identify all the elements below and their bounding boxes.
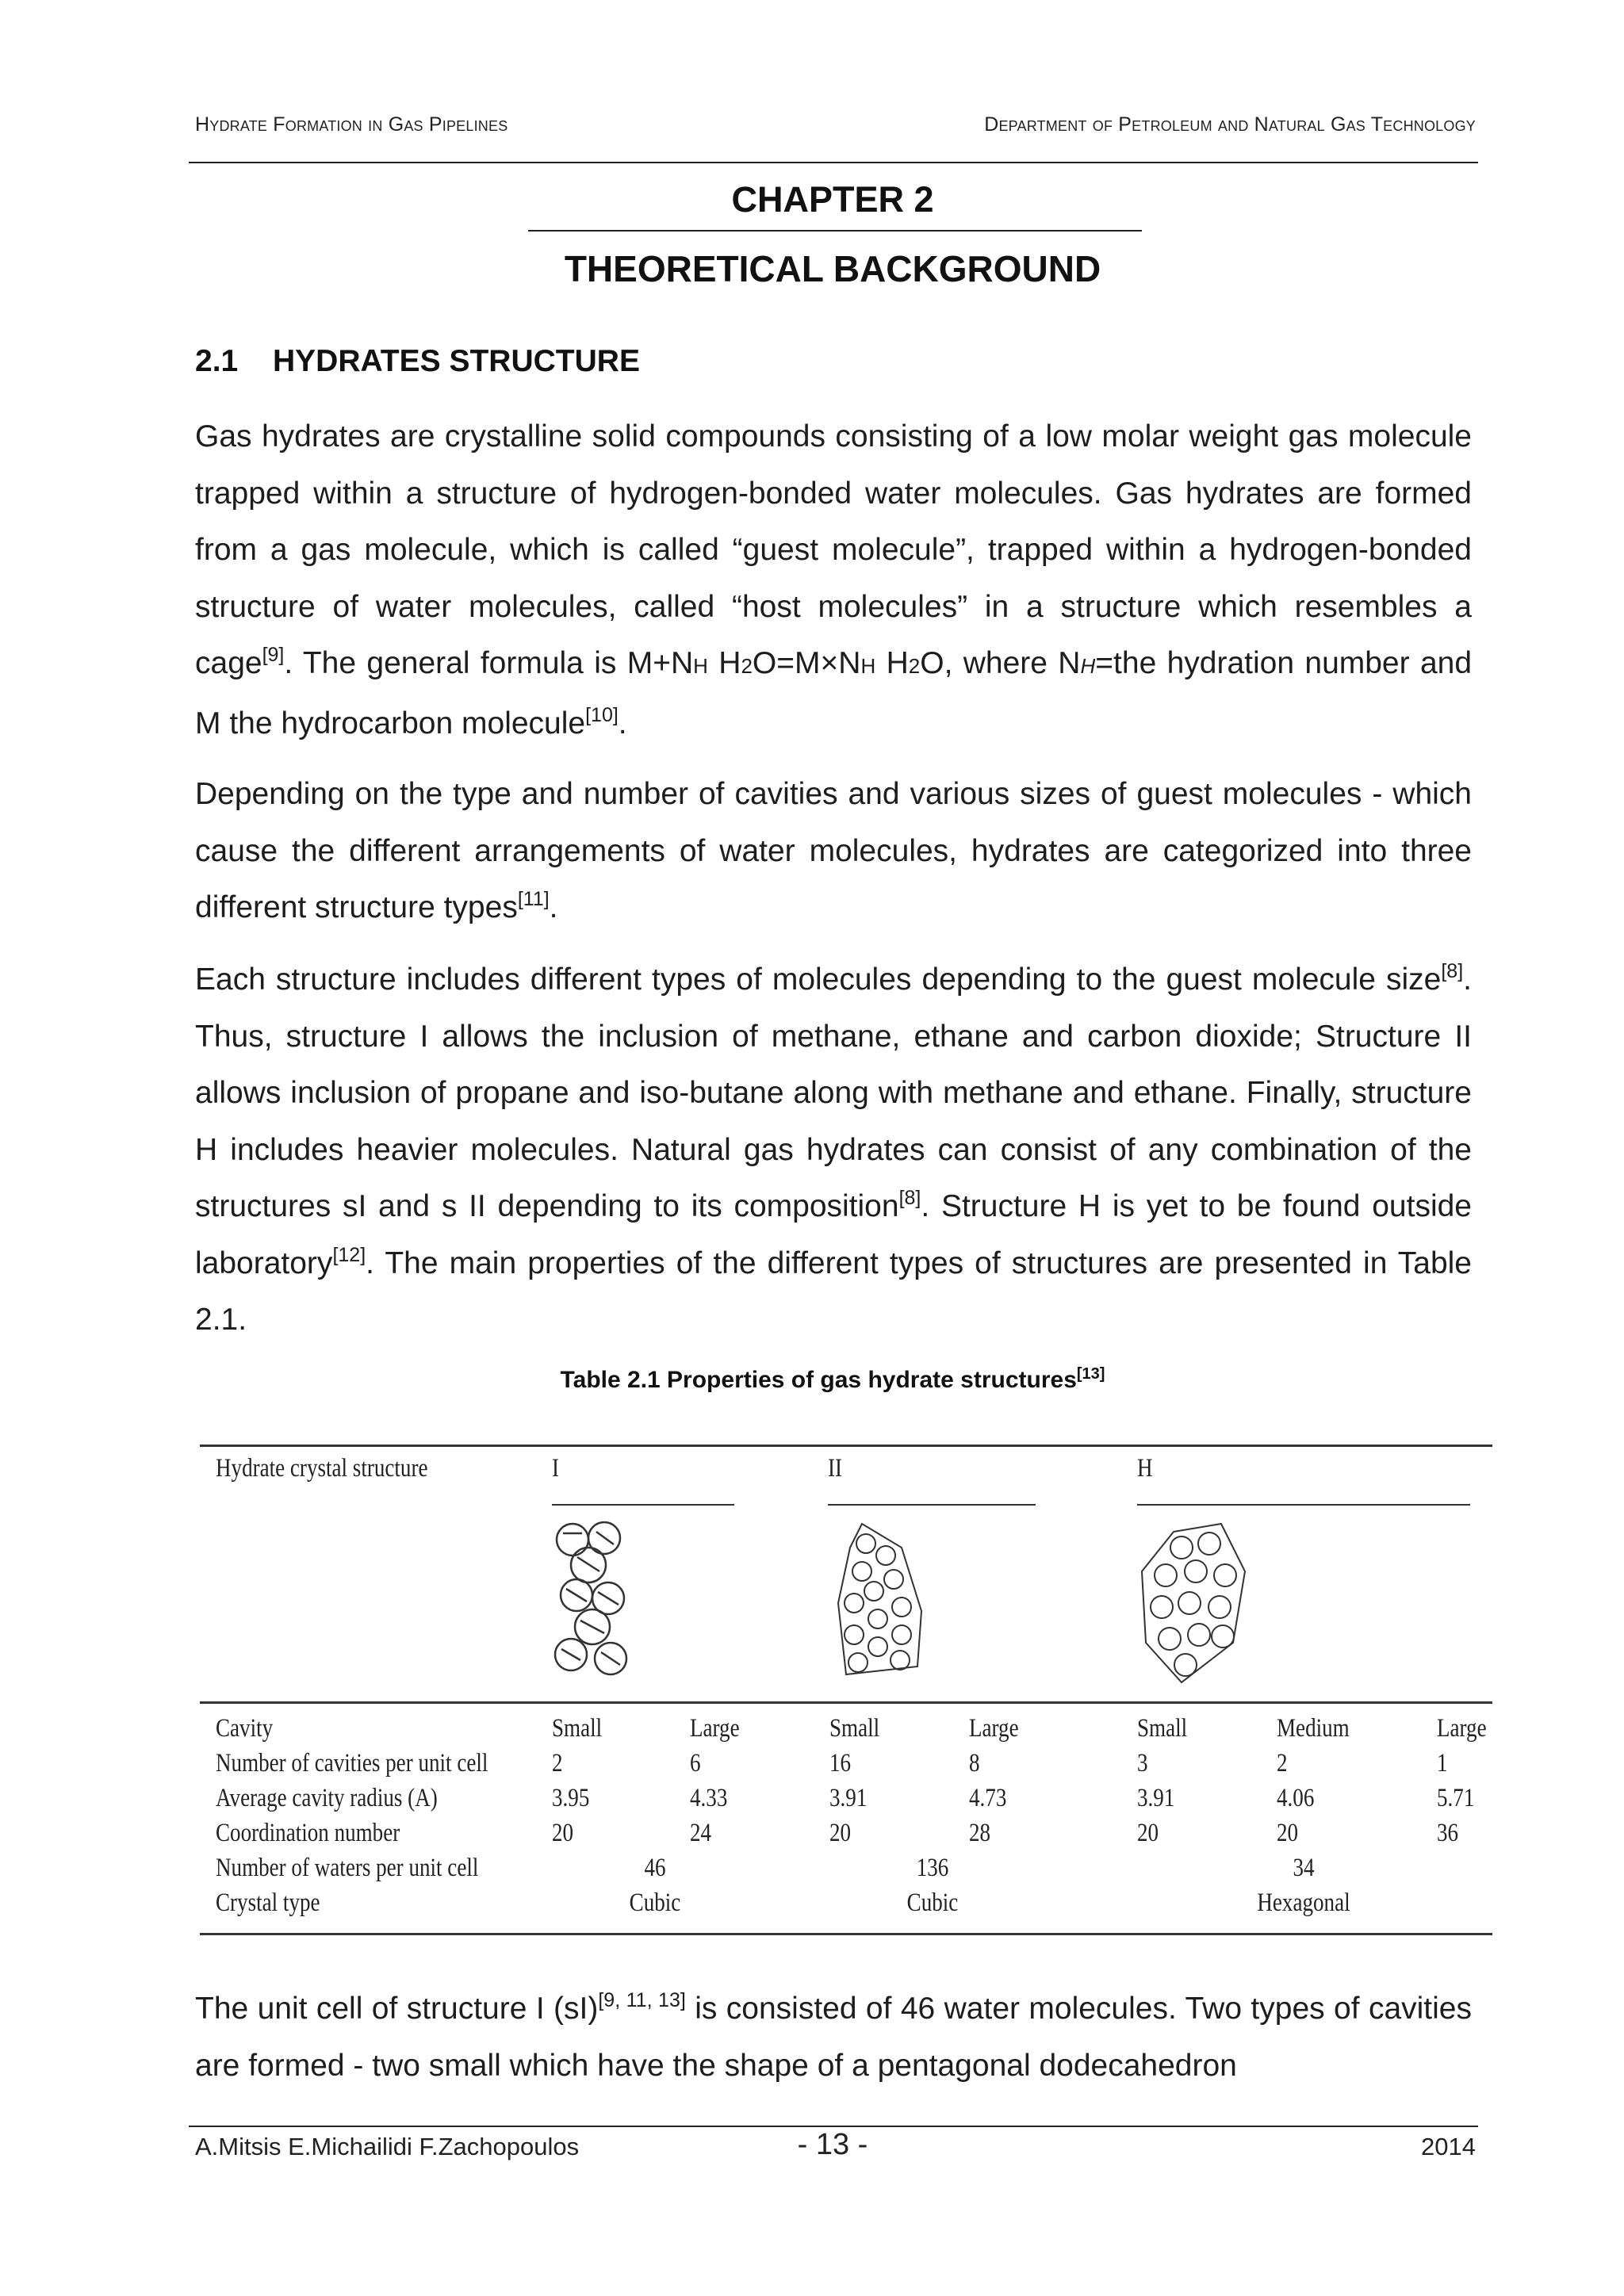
table-cell: 4.33 [690,1784,728,1812]
footer-rule [189,2126,1478,2127]
table-cell: Small [829,1714,880,1743]
page-number: - 13 - [797,2128,868,2161]
table-cell: Large [969,1714,1019,1743]
row-label-waters: Number of waters per unit cell [216,1854,479,1882]
table-cell: Hexagonal [1257,1888,1350,1917]
header-rule [189,162,1478,163]
table-cell: 3.95 [552,1784,590,1812]
citation: [8] [898,1187,921,1209]
citation: [9, 11, 13] [598,1989,686,2011]
table-cell: 5.71 [1437,1784,1475,1812]
hydrate-properties-table [200,1437,1492,1944]
table-cell: 3.91 [1137,1784,1175,1812]
table-cell: 3.91 [829,1784,868,1812]
chapter-title: THEORETICAL BACKGROUND [564,248,1101,289]
table-cell: Small [1137,1714,1188,1743]
chapter-number: CHAPTER 2 [731,179,934,220]
table-cell: Large [1437,1714,1487,1743]
section-heading [195,344,640,379]
table-cell: 4.06 [1277,1784,1315,1812]
table-cell: 136 [916,1854,949,1882]
table-cell: 8 [969,1749,980,1777]
table-cell: 20 [552,1819,574,1847]
structure-label-I: I [552,1454,560,1483]
paragraph-3: Each structure includes different types of molecules depending to the guest molecule size[8]. Thus, structure I allows the inclusion of methane, ethane and carbon dioxide; Structure II allows inclusion of propane and iso-butane along with methane and ethane. Finally, structure H includes heavier molecules. Natural gas hydrates can consist of any combination of the structures sI and s II depending to its composition[8]. Structure H is yet to be found outside laboratory[12]. The main properties of the different types of structures are presented in Table 2.1. [195,960,1472,1337]
table-cell: 34 [1293,1854,1315,1882]
paragraph-2: Depending on the type and number of cavities and various sizes of guest molecules - which cause the different arrangements of water molecules, hydrates are categorized into three different structure types[11]. [195,777,1472,924]
table-top-rule [200,1445,1492,1447]
table-cell: Cubic [906,1888,959,1917]
structure-label-H: H [1137,1454,1153,1483]
table-cell: 20 [829,1819,852,1847]
table-cell: 1 [1437,1749,1448,1777]
section-number: 2.1 [195,344,239,378]
citation: [11] [517,888,550,910]
table-cell: 46 [644,1854,666,1882]
paragraph-1: Gas hydrates are crystalline solid compounds consisting of a low molar weight gas molecule trapped within a structure of hydrogen-bonded water molecules. Gas hydrates are formed from a gas molecule, which is called “guest molecule”, trapped within a hydrogen-bonded structure of water molecules, called “host molecules” in a structure which resembles a cage[9]. The general formula is M+NH H2O=M×NH H2O, where NH=the hydration number and M the hydrocarbon molecule[10]. [195,419,1473,740]
structure-label-II: II [828,1454,843,1483]
table-cell: Small [552,1714,603,1743]
row-label-radius: Average cavity radius (A) [216,1784,438,1812]
table-cell: Cubic [629,1888,681,1917]
table-header-label: Hydrate crystal structure [216,1454,428,1483]
structure-rule-I [552,1504,734,1506]
table-cell: 16 [829,1749,852,1777]
table-caption: Table 2.1 Properties of gas hydrate structures[13] [560,1365,1105,1393]
citation: [8] [1441,960,1464,982]
table-cell: 20 [1137,1819,1159,1847]
running-header-left: Hydrate Formation in Gas Pipelines [195,113,508,136]
table-cell: 6 [690,1749,701,1777]
footer-authors: A.Mitsis E.Michailidi F.Zachopoulos [195,2133,580,2160]
table-cell: 2 [552,1749,563,1777]
section-title: HYDRATES STRUCTURE [273,344,640,378]
table-cell: 36 [1437,1819,1459,1847]
footer-year: 2014 [1421,2133,1476,2160]
table-cell: 28 [969,1819,991,1847]
citation: [9] [262,644,285,666]
row-label-crystal: Crystal type [216,1888,320,1917]
citation: [10] [585,703,619,726]
row-label-cavities-per-cell: Number of cavities per unit cell [216,1749,488,1777]
structure-rule-II [828,1504,1036,1506]
table-cell: 20 [1277,1819,1299,1847]
table-cell: Medium [1277,1714,1350,1743]
table-cell: 4.73 [969,1784,1007,1812]
table-bottom-rule [200,1933,1492,1935]
row-label-coordination: Coordination number [216,1819,400,1847]
paragraph-4: The unit cell of structure I (sI)[9, 11, 13] is consisted of 46 water molecules. Two types of cavities are formed - two small which have the shape of a pentagonal dodecahedron [195,1989,1472,2083]
citation: [12] [332,1243,366,1266]
row-label-cavity: Cavity [216,1714,274,1743]
structure-H-illustration [1134,1516,1253,1690]
table-cell: 3 [1137,1749,1148,1777]
structure-I-illustration [549,1516,636,1682]
table-cell: 24 [690,1819,712,1847]
table-cell: 2 [1277,1749,1288,1777]
table-cell: Large [690,1714,740,1743]
chapter-rule [528,230,1142,232]
structure-rule-H [1137,1504,1470,1506]
structure-II-illustration [830,1516,933,1682]
running-header-right: Department of Petroleum and Natural Gas Technology [984,113,1476,136]
table-mid-rule [200,1701,1492,1704]
